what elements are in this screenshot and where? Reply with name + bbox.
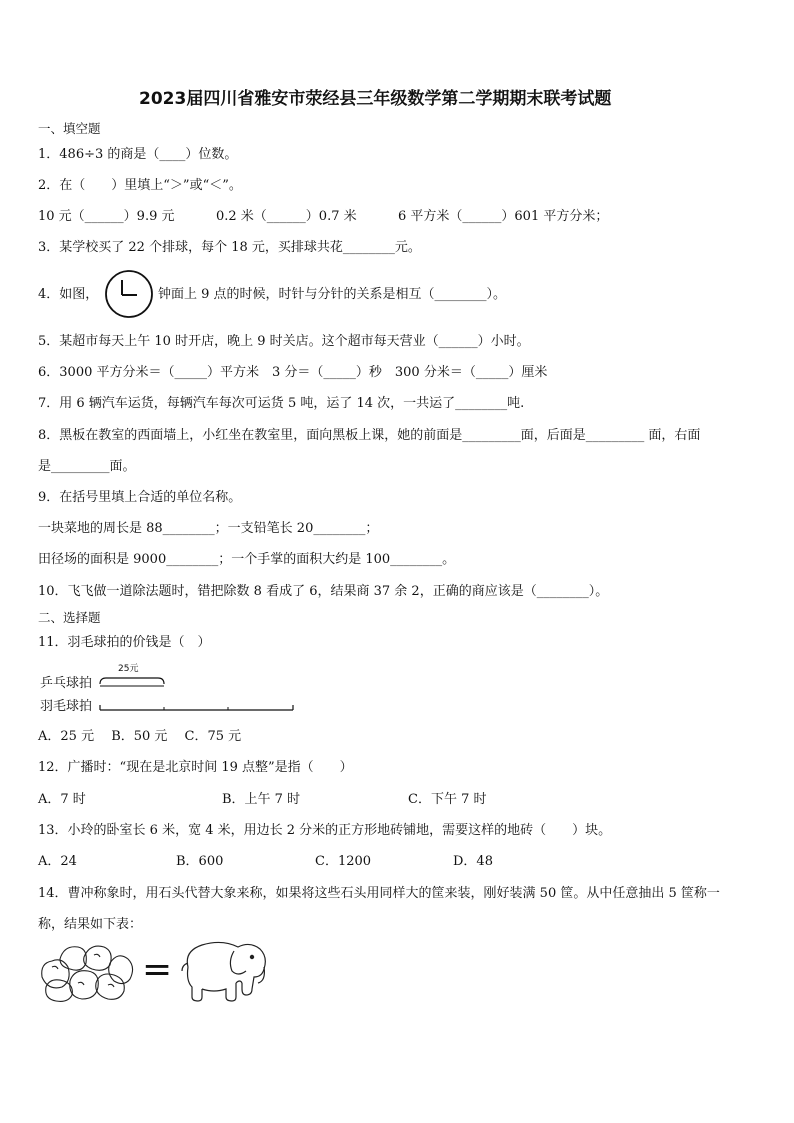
- question-2: 2．在（ ）里填上“＞”或“＜”。: [38, 178, 242, 193]
- question-8-line-2: 是_________面。: [38, 459, 136, 474]
- question-9-line-a: 一块菜地的周长是 88________；一支铅笔长 20________；: [38, 521, 379, 536]
- elephant-icon: [178, 937, 270, 1003]
- badminton-label: 羽毛球拍: [40, 699, 93, 714]
- question-13-option-b: B．600: [176, 854, 224, 869]
- pingpong-label: 乒乓球拍: [40, 676, 93, 691]
- section-fill-heading: 一、填空题: [38, 121, 101, 136]
- question-3: 3．某学校买了 22 个排球，每个 18 元，买排球共花________元。: [38, 240, 421, 255]
- question-13-option-d: D．48: [453, 854, 493, 869]
- question-2-part-c: 6 平方米（______）601 平方分米；: [398, 209, 609, 224]
- question-9: 9．在括号里填上合适的单位名称。: [38, 490, 242, 505]
- question-14-line-2: 称，结果如下表：: [38, 917, 143, 932]
- question-8-line-1: 8．黑板在教室的西面墙上，小红坐在教室里，面向黑板上课，她的前面是_________面，后面是_________ 面，右面: [38, 428, 701, 443]
- page-title: 2023届四川省雅安市荥经县三年级数学第二学期期末联考试题: [139, 89, 612, 109]
- question-12-option-a: A．7 时: [38, 792, 86, 807]
- question-13: 13．小玲的卧室长 6 米，宽 4 米，用边长 2 分米的正方形地砖铺地，需要这样的地砖（ ）块。: [38, 823, 612, 838]
- question-7: 7．用 6 辆汽车运货，每辆汽车每次可运货 5 吨，运了 14 次，一共运了________吨.: [38, 396, 525, 411]
- question-11-options: A．25 元 B．50 元 C．75 元: [38, 729, 242, 744]
- question-2-part-b: 0.2 米（______）0.7 米: [216, 209, 357, 224]
- question-14-line-1: 14．曹冲称象时，用石头代替大象来称，如果将这些石头用同样大的筐来装，刚好装满 50 筐。从中任意抽出 5 筐称一: [38, 886, 720, 901]
- question-11: 11．羽毛球拍的价钱是（ ）: [38, 635, 211, 650]
- equals-sign: =: [142, 949, 173, 990]
- question-12: 12．广播时：“现在是北京时间 19 点整”是指（ ）: [38, 760, 353, 775]
- question-13-option-c: C．1200: [315, 854, 372, 869]
- section-choice-heading: 二、选择题: [38, 610, 101, 625]
- question-12-option-c: C．下午 7 时: [408, 792, 487, 807]
- question-13-option-a: A．24: [38, 854, 77, 869]
- question-12-option-b: B．上午 7 时: [222, 792, 301, 807]
- question-4-text: 钟面上 9 点的时候，时针与分针的关系是相互（________）。: [158, 287, 507, 302]
- price-segment-diagram: [98, 672, 298, 714]
- clock-icon: [103, 268, 155, 320]
- question-1: 1．486÷3 的商是（____）位数。: [38, 147, 238, 162]
- question-2-part-a: 10 元（______）9.9 元: [38, 209, 175, 224]
- question-10: 10．飞飞做一道除法题时，错把除数 8 看成了 6，结果商 37 余 2，正确的商应该是（________）。: [38, 584, 609, 599]
- question-4-prefix: 4．如图，: [38, 287, 99, 302]
- question-5: 5．某超市每天上午 10 时开店，晚上 9 时关店。这个超市每天营业（______）小时。: [38, 334, 530, 349]
- question-9-line-b: 田径场的面积是 9000________；一个手掌的面积大约是 100________。: [38, 552, 456, 567]
- question-6: 6．3000 平方分米＝（_____）平方米 3 分＝（_____）秒 300 分米＝（_____）厘米: [38, 365, 548, 380]
- stones-illustration: [38, 937, 138, 1003]
- price-25-label: 25元: [118, 664, 139, 674]
